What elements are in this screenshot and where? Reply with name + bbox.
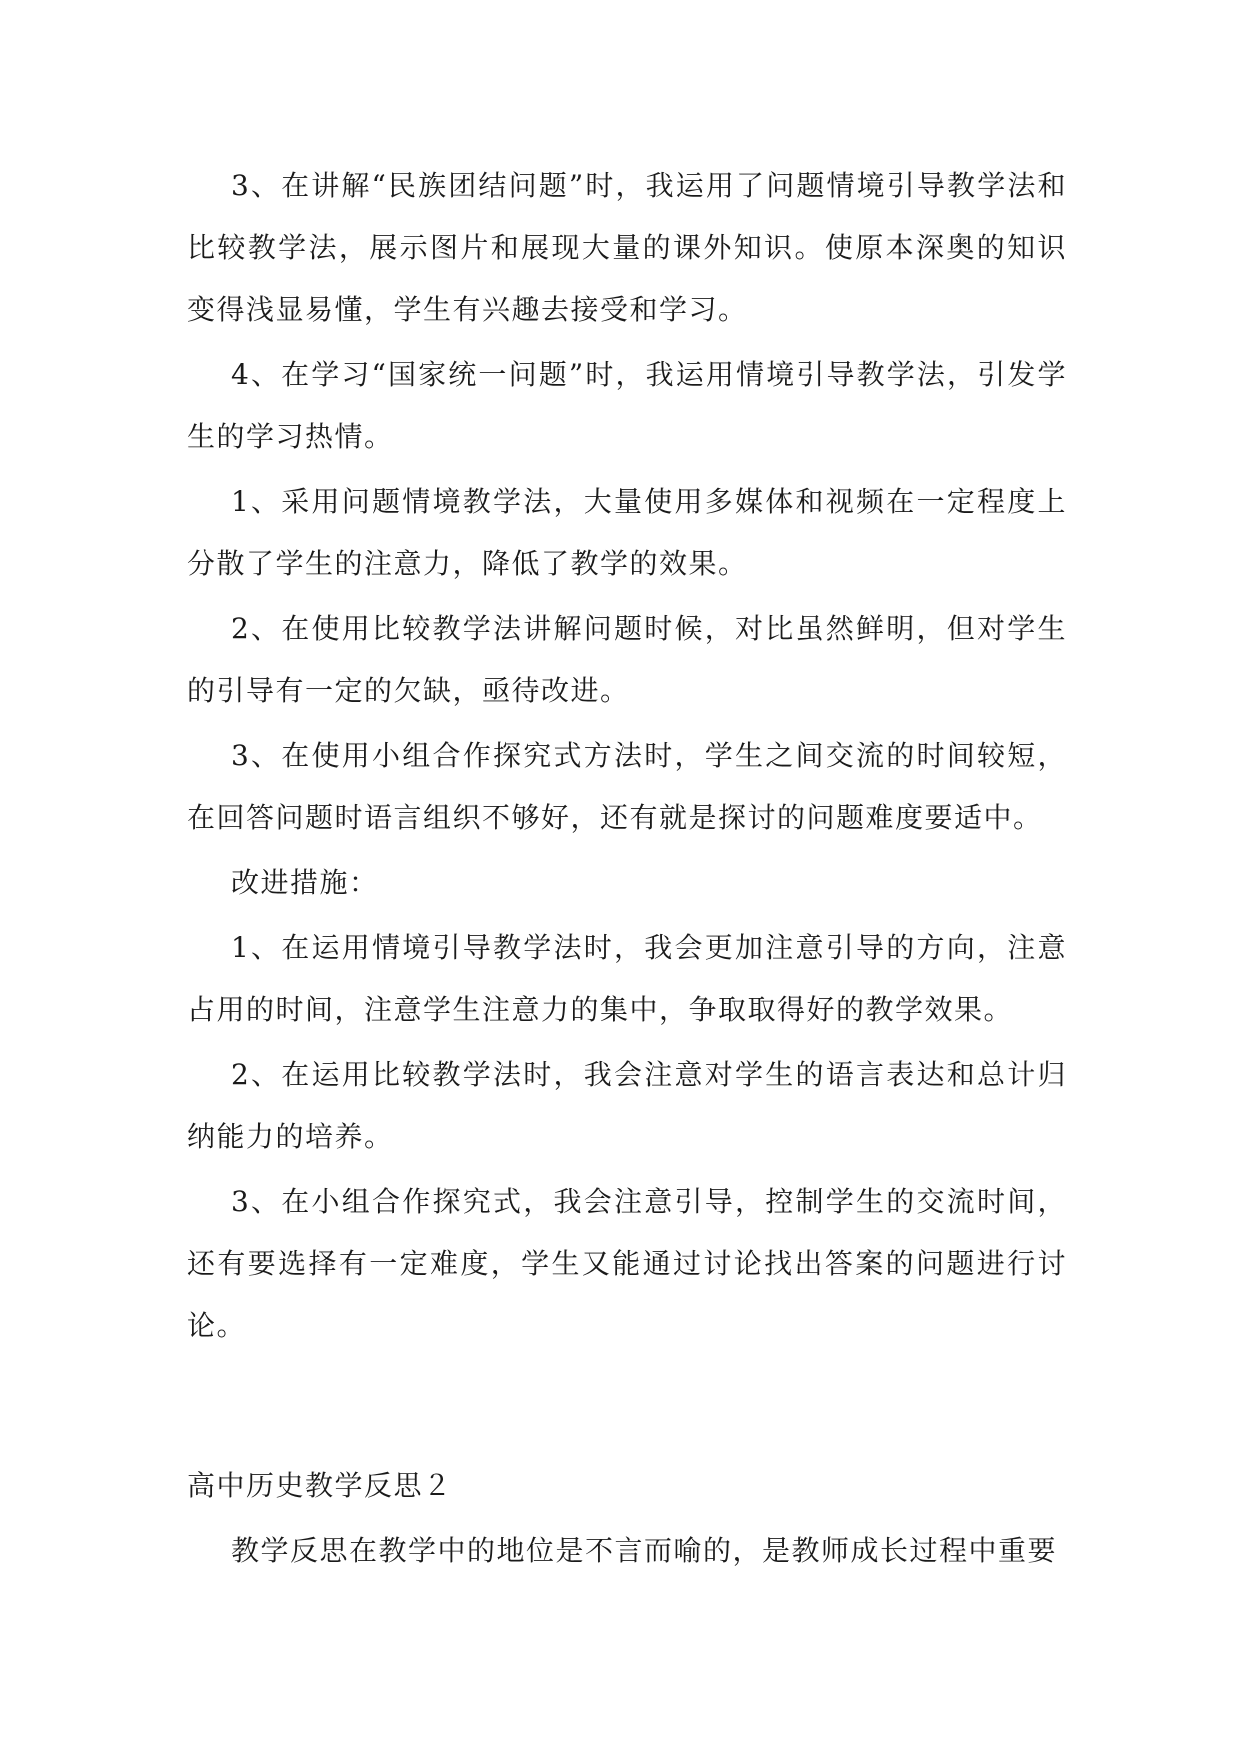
paragraph-problem-2: 2、在使用比较教学法讲解问题时候，对比虽然鲜明，但对学生的引导有一定的欠缺，亟待改进。 (187, 612, 1067, 707)
section-title: 高中历史教学反思２ (187, 1469, 453, 1502)
document-body (187, 155, 1067, 1357)
paragraph-national-unification: 4、在学习“国家统一问题”时，我运用情境引导教学法，引发学生的学习热情。 (187, 358, 1067, 453)
paragraph-improvement-2: 2、在运用比较教学法时，我会注意对学生的语言表达和总计归纳能力的培养。 (187, 1058, 1067, 1153)
paragraph-improvement-1: 1、在运用情境引导教学法时，我会更加注意引导的方向，注意占用的时间，注意学生注意力的集中，争取取得好的教学效果。 (187, 931, 1067, 1026)
paragraph-improvement-heading: 改进措施： (231, 866, 379, 899)
paragraph-problem-1: 1、采用问题情境教学法，大量使用多媒体和视频在一定程度上分散了学生的注意力，降低了教学的效果。 (187, 485, 1067, 580)
paragraph-section-intro: 教学反思在教学中的地位是不言而喻的，是教师成长过程中重要 (231, 1534, 1058, 1567)
section-body (187, 1520, 1067, 1582)
paragraph-ethnic-unity: 3、在讲解“民族团结问题”时，我运用了问题情境引导教学法和比较教学法，展示图片和展现大量的课外知识。使原本深奥的知识变得浅显易懂，学生有兴趣去接受和学习。 (187, 169, 1067, 326)
paragraph-improvement-3: 3、在小组合作探究式，我会注意引导，控制学生的交流时间，还有要选择有一定难度，学生又能通过讨论找出答案的问题进行讨论。 (187, 1185, 1067, 1342)
paragraph-problem-3: 3、在使用小组合作探究式方法时，学生之间交流的时间较短，在回答问题时语言组织不够好，还有就是探讨的问题难度要适中。 (187, 739, 1067, 834)
